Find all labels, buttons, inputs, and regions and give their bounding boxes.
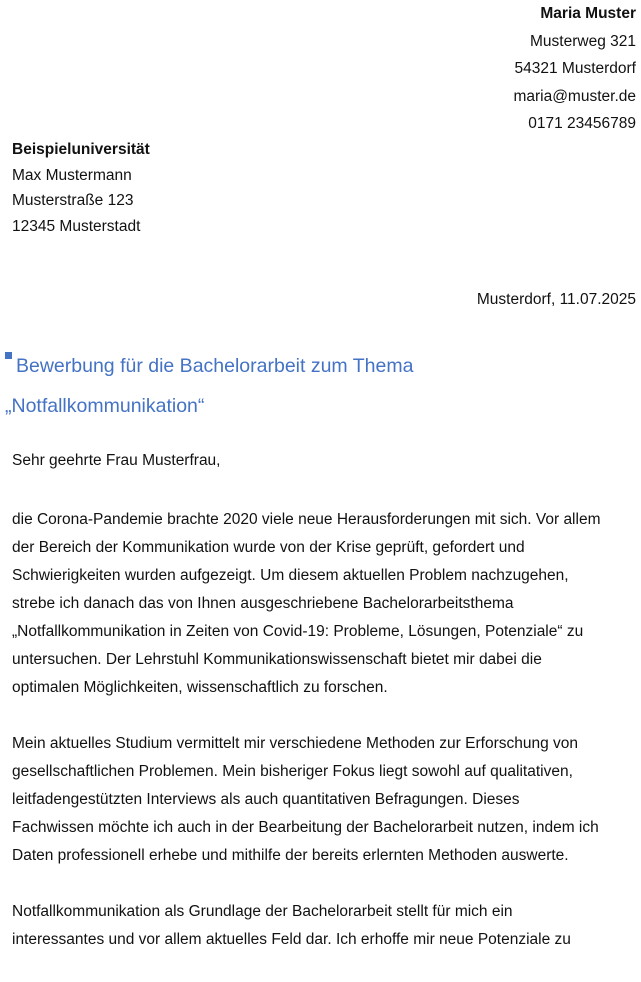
paragraph-line: interessantes und vor allem aktuelles Feld dar. Ich erhoffe mir neue Potenziale zu bbox=[12, 931, 571, 948]
recipient-street: Musterstraße 123 bbox=[12, 192, 134, 209]
paragraph-line: die Corona-Pandemie brachte 2020 viele neue Herausforderungen mit sich. Vor allem bbox=[12, 511, 601, 528]
subject-line-2: „Notfallkommunikation“ bbox=[5, 395, 205, 417]
recipient-address-block bbox=[12, 137, 150, 239]
paragraph-3 bbox=[12, 898, 637, 954]
paragraph-line: leitfadengestützten Interviews als auch quantitativen Befragungen. Dieses bbox=[12, 791, 520, 808]
letter-date: Musterdorf, 11.07.2025 bbox=[476, 291, 636, 308]
paragraph-line: Notfallkommunikation als Grundlage der Bachelorarbeit stellt für mich ein bbox=[12, 903, 513, 920]
paragraph-line: optimalen Möglichkeiten, wissenschaftlich zu forschen. bbox=[12, 679, 388, 696]
paragraph-line: gesellschaftlichen Problemen. Mein bisheriger Fokus liegt sowohl auf qualitativen, bbox=[12, 763, 573, 780]
paragraph-line: Daten professionell erhebe und mithilfe der bereits erlernten Methoden auswerte. bbox=[12, 847, 569, 864]
recipient-organization: Beispieluniversität bbox=[12, 141, 150, 158]
heading-marker-icon bbox=[5, 352, 12, 359]
letter-body bbox=[12, 506, 637, 982]
sender-street: Musterweg 321 bbox=[530, 32, 636, 50]
sender-email: maria@muster.de bbox=[513, 87, 636, 105]
recipient-person: Max Mustermann bbox=[12, 166, 132, 184]
sender-name: Maria Muster bbox=[540, 5, 636, 22]
salutation: Sehr geehrte Frau Musterfrau, bbox=[12, 452, 221, 469]
subject-line-1 bbox=[5, 346, 413, 386]
paragraph-1 bbox=[12, 506, 637, 702]
paragraph-line: strebe ich danach das von Ihnen ausgeschriebene Bachelorarbeitsthema bbox=[12, 595, 514, 612]
paragraph-2 bbox=[12, 730, 637, 870]
sender-city: 54321 Musterdorf bbox=[514, 60, 636, 77]
paragraph-line: untersuchen. Der Lehrstuhl Kommunikationswissenschaft bietet mir dabei die bbox=[12, 651, 542, 668]
paragraph-line: Schwierigkeiten wurden aufgezeigt. Um diesem aktuellen Problem nachzugehen, bbox=[12, 567, 569, 584]
sender-phone: 0171 23456789 bbox=[528, 115, 636, 132]
subject-heading bbox=[5, 346, 413, 426]
paragraph-line: der Bereich der Kommunikation wurde von der Krise geprüft, gefordert und bbox=[12, 539, 525, 556]
paragraph-line: Fachwissen möchte ich auch in der Bearbeitung der Bachelorarbeit nutzen, indem ich bbox=[12, 819, 599, 836]
sender-address-block bbox=[513, 0, 636, 138]
subject-line-1-text: Bewerbung für die Bachelorarbeit zum Thema bbox=[16, 355, 414, 377]
recipient-city: 12345 Musterstadt bbox=[12, 217, 141, 235]
paragraph-line: „Notfallkommunikation in Zeiten von Covid-19: Probleme, Lösungen, Potenziale“ zu bbox=[12, 623, 584, 640]
paragraph-line: Mein aktuelles Studium vermittelt mir verschiedene Methoden zur Erforschung von bbox=[12, 735, 579, 752]
